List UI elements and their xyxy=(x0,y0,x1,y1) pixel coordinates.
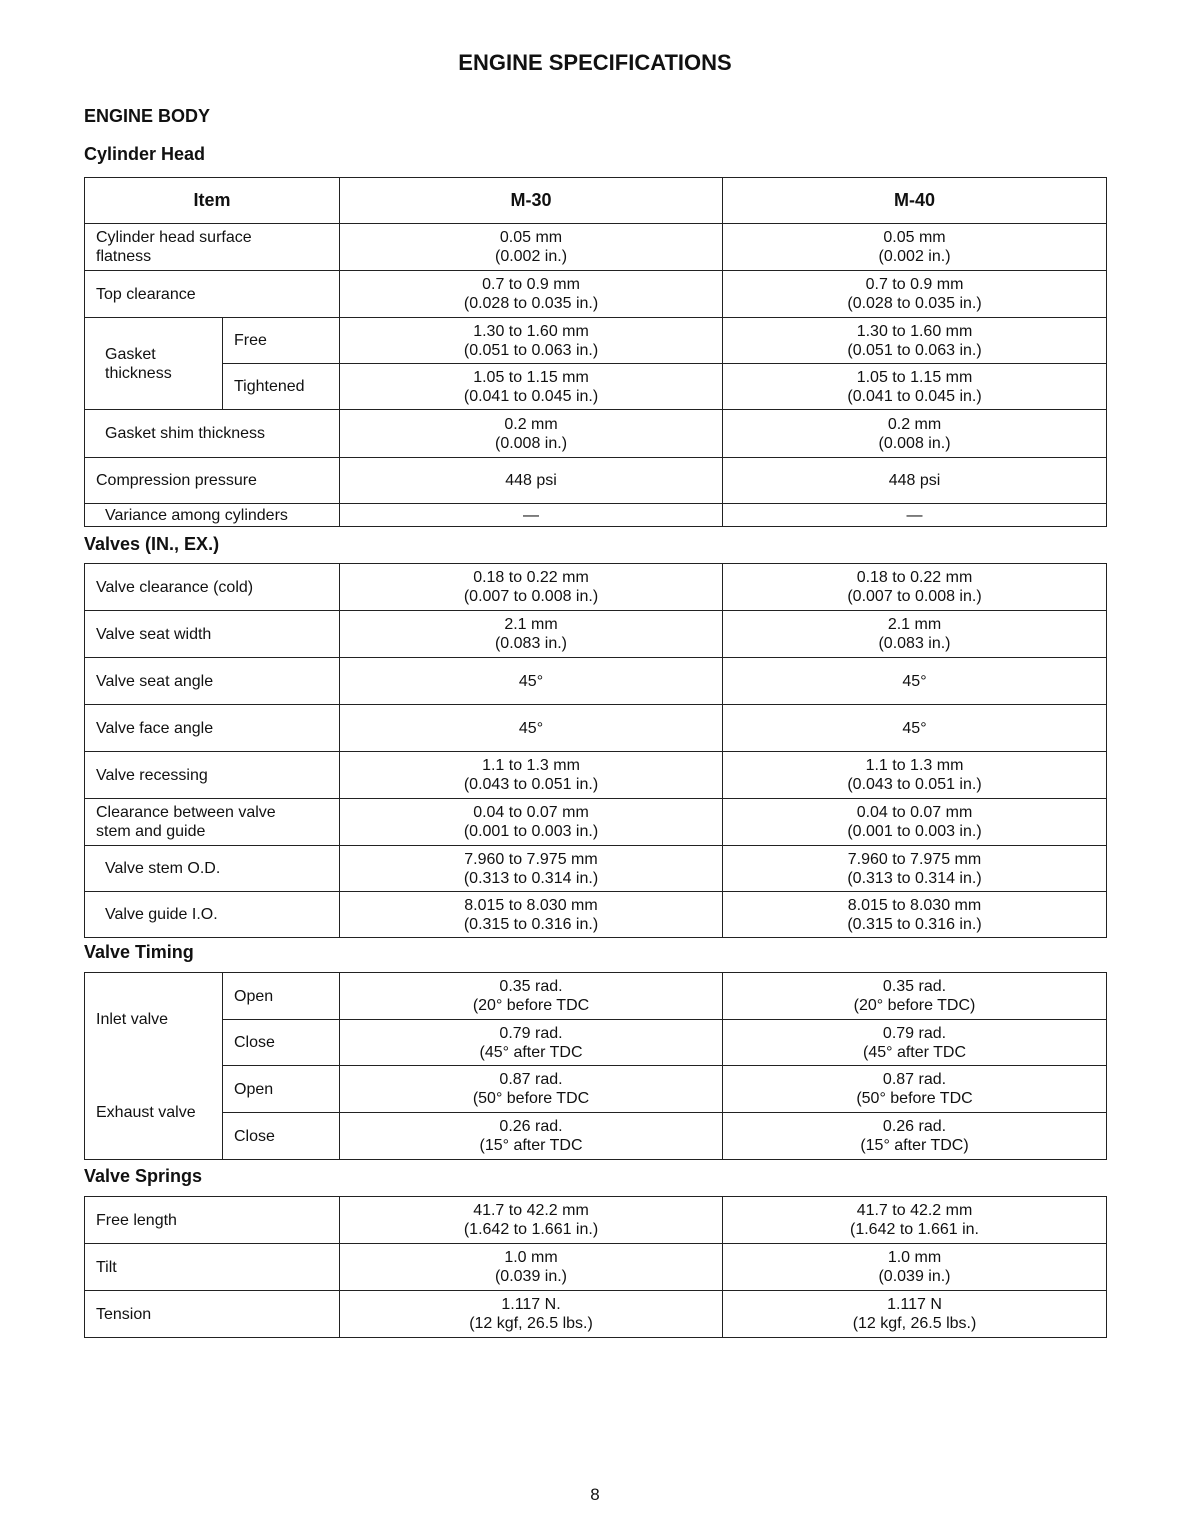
valve-timing-table xyxy=(84,972,1107,1160)
m30-value: 2.1 mm (0.083 in.) xyxy=(340,611,723,658)
m30-value: 0.18 to 0.22 mm (0.007 to 0.008 in.) xyxy=(340,564,723,611)
table-row xyxy=(85,1291,1107,1338)
table-row xyxy=(85,1244,1107,1291)
row-label: Tension xyxy=(85,1291,340,1338)
table-row xyxy=(85,846,1107,892)
row-label: Valve stem O.D. xyxy=(85,846,340,892)
page-number: 8 xyxy=(590,1485,600,1504)
sub-label-close: Close xyxy=(223,1113,340,1160)
m30-value: 0.26 rad. (15° after TDC xyxy=(340,1113,723,1160)
m30-value: 0.79 rad. (45° after TDC xyxy=(340,1020,723,1066)
m40-value: 41.7 to 42.2 mm (1.642 to 1.661 in. xyxy=(723,1197,1107,1244)
sub-label-close: Close xyxy=(223,1020,340,1066)
m40-value: 0.87 rad. (50° before TDC xyxy=(723,1066,1107,1113)
m40-value: 448 psi xyxy=(723,458,1107,504)
row-label-exhaust-valve: Exhaust valve xyxy=(85,1066,223,1160)
m30-value: 1.30 to 1.60 mm (0.051 to 0.063 in.) xyxy=(340,318,723,364)
table-row xyxy=(85,458,1107,504)
m30-value: 1.0 mm (0.039 in.) xyxy=(340,1244,723,1291)
m40-value: 1.117 N (12 kgf, 26.5 lbs.) xyxy=(723,1291,1107,1338)
m30-value: 1.117 N. (12 kgf, 26.5 lbs.) xyxy=(340,1291,723,1338)
table-row xyxy=(85,1197,1107,1244)
m30-value: 448 psi xyxy=(340,458,723,504)
section-heading-engine-body: ENGINE BODY xyxy=(84,106,211,126)
m30-value: 7.960 to 7.975 mm (0.313 to 0.314 in.) xyxy=(340,846,723,892)
table-header-row xyxy=(85,178,1107,224)
cylinder-head-table xyxy=(84,177,1107,527)
m40-value: 0.04 to 0.07 mm (0.001 to 0.003 in.) xyxy=(723,799,1107,846)
m40-value: 1.1 to 1.3 mm (0.043 to 0.051 in.) xyxy=(723,752,1107,799)
row-label: Top clearance xyxy=(85,271,340,318)
row-label: Valve face angle xyxy=(85,705,340,752)
table-row xyxy=(85,658,1107,705)
m40-value: 45° xyxy=(723,658,1107,705)
row-label: Cylinder head surface flatness xyxy=(85,224,340,271)
m30-value: 45° xyxy=(340,658,723,705)
heading-valve-springs: Valve Springs xyxy=(84,1166,203,1186)
m40-value: 7.960 to 7.975 mm (0.313 to 0.314 in.) xyxy=(723,846,1107,892)
m40-value: 45° xyxy=(723,705,1107,752)
row-label: Compression pressure xyxy=(85,458,340,504)
table-row xyxy=(85,973,1107,1020)
m40-value: 1.05 to 1.15 mm (0.041 to 0.045 in.) xyxy=(723,364,1107,410)
row-label: Valve recessing xyxy=(85,752,340,799)
table-row xyxy=(85,364,1107,410)
m30-value: — xyxy=(340,504,723,527)
m40-value: 0.35 rad. (20° before TDC) xyxy=(723,973,1107,1020)
m30-value: 0.87 rad. (50° before TDC xyxy=(340,1066,723,1113)
table-row xyxy=(85,410,1107,458)
m30-value: 0.05 mm (0.002 in.) xyxy=(340,224,723,271)
m40-value: — xyxy=(723,504,1107,527)
m40-value: 0.05 mm (0.002 in.) xyxy=(723,224,1107,271)
m40-value: 1.30 to 1.60 mm (0.051 to 0.063 in.) xyxy=(723,318,1107,364)
m40-value: 8.015 to 8.030 mm (0.315 to 0.316 in.) xyxy=(723,892,1107,938)
column-header-item: Item xyxy=(85,178,340,224)
m40-value: 0.18 to 0.22 mm (0.007 to 0.008 in.) xyxy=(723,564,1107,611)
m30-value: 45° xyxy=(340,705,723,752)
table-row xyxy=(85,564,1107,611)
table-row xyxy=(85,224,1107,271)
table-row xyxy=(85,1113,1107,1160)
m30-value: 1.05 to 1.15 mm (0.041 to 0.045 in.) xyxy=(340,364,723,410)
row-label: Valve clearance (cold) xyxy=(85,564,340,611)
table-row xyxy=(85,892,1107,938)
table-row xyxy=(85,799,1107,846)
m40-value: 0.7 to 0.9 mm (0.028 to 0.035 in.) xyxy=(723,271,1107,318)
heading-cylinder-head: Cylinder Head xyxy=(84,144,206,164)
row-label: Gasket shim thickness xyxy=(85,410,340,458)
row-label: Valve seat width xyxy=(85,611,340,658)
m30-value: 41.7 to 42.2 mm (1.642 to 1.661 in.) xyxy=(340,1197,723,1244)
row-label-inlet-valve: Inlet valve xyxy=(85,973,223,1066)
sub-label-free: Free xyxy=(223,318,340,364)
row-label: Clearance between valve stem and guide xyxy=(85,799,340,846)
m30-value: 0.7 to 0.9 mm (0.028 to 0.035 in.) xyxy=(340,271,723,318)
heading-valves: Valves (IN., EX.) xyxy=(84,534,220,554)
table-row xyxy=(85,1066,1107,1113)
m40-value: 2.1 mm (0.083 in.) xyxy=(723,611,1107,658)
m40-value: 0.26 rad. (15° after TDC) xyxy=(723,1113,1107,1160)
table-row xyxy=(85,611,1107,658)
table-row xyxy=(85,504,1107,527)
row-label-gasket-thickness: Gasket thickness xyxy=(85,318,223,410)
m40-value: 0.79 rad. (45° after TDC xyxy=(723,1020,1107,1066)
heading-valve-timing: Valve Timing xyxy=(84,942,194,962)
row-label: Valve guide I.O. xyxy=(85,892,340,938)
table-row xyxy=(85,318,1107,364)
row-label: Valve seat angle xyxy=(85,658,340,705)
sub-label-open: Open xyxy=(223,973,340,1020)
page-title: ENGINE SPECIFICATIONS xyxy=(458,50,732,75)
valve-springs-table xyxy=(84,1196,1107,1338)
row-label: Tilt xyxy=(85,1244,340,1291)
table-row xyxy=(85,271,1107,318)
m30-value: 0.2 mm (0.008 in.) xyxy=(340,410,723,458)
sub-label-open: Open xyxy=(223,1066,340,1113)
m30-value: 1.1 to 1.3 mm (0.043 to 0.051 in.) xyxy=(340,752,723,799)
row-label: Free length xyxy=(85,1197,340,1244)
m30-value: 0.04 to 0.07 mm (0.001 to 0.003 in.) xyxy=(340,799,723,846)
m30-value: 0.35 rad. (20° before TDC xyxy=(340,973,723,1020)
column-header-m40: M-40 xyxy=(723,178,1107,224)
m40-value: 0.2 mm (0.008 in.) xyxy=(723,410,1107,458)
table-row xyxy=(85,705,1107,752)
m40-value: 1.0 mm (0.039 in.) xyxy=(723,1244,1107,1291)
m30-value: 8.015 to 8.030 mm (0.315 to 0.316 in.) xyxy=(340,892,723,938)
table-row xyxy=(85,752,1107,799)
sub-label-tightened: Tightened xyxy=(223,364,340,410)
column-header-m30: M-30 xyxy=(340,178,723,224)
row-label: Variance among cylinders xyxy=(85,504,340,527)
table-row xyxy=(85,1020,1107,1066)
valves-table xyxy=(84,563,1107,938)
